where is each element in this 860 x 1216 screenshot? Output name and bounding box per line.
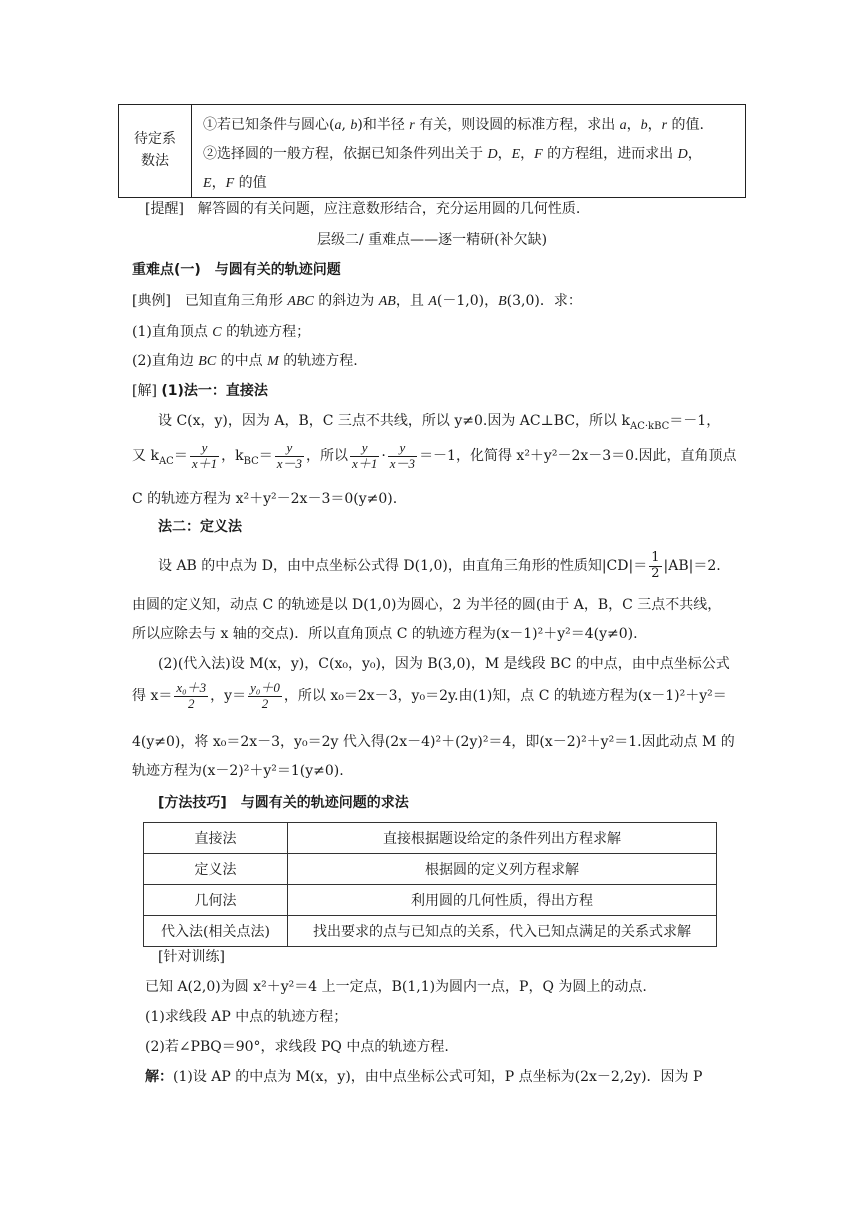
fraction-y0-plus-0-over-2: $\frac{\text{y₀＋0}}{2}$ bbox=[250, 679, 280, 711]
section-title: 重难点(一) 与圆有关的轨迹问题 bbox=[132, 262, 341, 278]
methods-table bbox=[143, 822, 717, 947]
method-name-cell: 定义法 bbox=[144, 854, 288, 885]
question-1: (1)直角顶点 C 的轨迹方程； bbox=[132, 324, 311, 340]
method-tips-title: [方法技巧] 与圆有关的轨迹问题的求法 bbox=[158, 795, 409, 811]
answer-tag: 解： bbox=[145, 1069, 173, 1085]
method-1-title: (1)法一：直接法 bbox=[161, 383, 268, 399]
level-heading: 层级二/ 重难点——逐一精研(补欠缺) bbox=[316, 232, 548, 248]
method-desc-cell: 找出要求的点与已知点的关系，代入已知点满足的关系式求解 bbox=[288, 916, 717, 947]
table-row-2: ②选择圆的一般方程，依据已知条件列出关于 D，E，F 的方程组，进而求出 D， bbox=[203, 146, 702, 162]
training-line-2: (1)求线段 AP 中点的轨迹方程； bbox=[145, 1009, 348, 1025]
fraction-product-2: $\frac{y}{x-3}$ bbox=[389, 439, 416, 471]
part-2-line-2: 得 x＝ $\frac{\text{x₀＋3}}{2}$ ，y＝ $\frac{\text{y₀＋0}}{2}$ ，所以 x₀＝2x－3，y₀＝2y.由(1)知，点 C 的轨迹方程为(x－1)²＋y²＝ bbox=[132, 679, 727, 711]
method-2-title: 法二：定义法 bbox=[158, 519, 242, 535]
part-2-line-1: (2)(代入法)设 M(x，y)，C(x₀，y₀)，因为 B(3,0)，M 是线段 BC 的中点，由中点坐标公式 bbox=[158, 656, 730, 672]
method-desc-cell: 利用圆的几何性质，得出方程 bbox=[288, 885, 717, 916]
method-desc-cell: 直接根据题设给定的条件列出方程求解 bbox=[288, 823, 717, 854]
part-2-line-3: 4(y≠0)，将 x₀＝2x－3，y₀＝2y 代入得(2x－4)²＋(2y)²＝4，即(x－2)²＋y²＝1.因此动点 M 的 bbox=[132, 734, 735, 750]
table-row bbox=[144, 823, 717, 854]
fraction-y-over-x-minus-3: $\frac{y}{x-3}$ bbox=[276, 439, 303, 471]
method-1-line-2: 又 $k_{AC}=$ $\frac{y}{x+1}$ ，$k_{BC}=$ $\frac{y}{x-3}$ ，所以 $\frac{y}{x+1}$ · $\frac{y}{x-3}$ ＝－1，化简得 x²＋y²－2x－3＝0.因此，直角顶点 bbox=[132, 439, 737, 471]
solution-header bbox=[132, 380, 732, 402]
fraction-one-half: $\frac{1}{2}$ bbox=[651, 549, 660, 581]
table-row bbox=[144, 885, 717, 916]
fraction-x0-plus-3-over-2: $\frac{\text{x₀＋3}}{2}$ bbox=[176, 679, 207, 711]
method-1-line-1: 设 C(x，y)，因为 A，B，C 三点不共线，所以 y≠0.因为 AC⊥BC，所以 $k_{AC\cdot kBC}=-1$， bbox=[158, 413, 721, 432]
method-name-cell: 代入法(相关点法) bbox=[144, 916, 288, 947]
method-name-cell: 直接法 bbox=[144, 823, 288, 854]
fraction-y-over-x-plus-1: $\frac{y}{x+1}$ bbox=[191, 439, 218, 471]
training-tag: [针对训练] bbox=[158, 949, 225, 965]
training-line-3: (2)若∠PBQ＝90°，求线段 PQ 中点的轨迹方程. bbox=[145, 1039, 449, 1055]
solution-tag: [解] bbox=[132, 383, 157, 399]
method-2-line-1: 设 AB 的中点为 D，由中点坐标公式得 D(1,0)，由直角三角形的性质知|CD|＝ $\frac{1}{2}$ |AB|＝2. bbox=[158, 549, 721, 581]
training-line-1: 已知 A(2,0)为圆 x²＋y²＝4 上一定点，B(1,1)为圆内一点，P，Q 为圆上的动点. bbox=[145, 979, 647, 995]
method-2-line-2: 由圆的定义知，动点 C 的轨迹是以 D(1,0)为圆心，2 为半径的圆(由于 A，B，C 三点不共线， bbox=[132, 597, 722, 613]
question-2: (2)直角边 BC 的中点 M 的轨迹方程. bbox=[132, 353, 358, 369]
table-content-cell bbox=[203, 111, 739, 198]
undetermined-coefficient-table bbox=[118, 104, 746, 198]
table-row bbox=[144, 916, 717, 947]
table-label-cell bbox=[119, 105, 192, 197]
method-desc-cell: 根据圆的定义列方程求解 bbox=[288, 854, 717, 885]
example-line: [典例] 已知直角三角形 ABC 的斜边为 AB，且 A(－1,0)，B(3,0)．求： bbox=[132, 293, 582, 309]
example-tag: [典例] bbox=[132, 293, 171, 309]
table-row bbox=[144, 854, 717, 885]
method-name-cell: 几何法 bbox=[144, 885, 288, 916]
fraction-product-1: $\frac{y}{x+1}$ bbox=[352, 439, 378, 471]
table-row-3: E，F 的值 bbox=[203, 175, 267, 191]
tip-text: [提醒] 解答圆的有关问题，应注意数形结合，充分运用圆的几何性质. bbox=[145, 201, 581, 217]
table-label-line1: 待定系 bbox=[134, 131, 176, 147]
method-2-line-3: 所以应除去与 x 轴的交点)．所以直角顶点 C 的轨迹方程为(x－1)²＋y²＝4(y≠0). bbox=[132, 626, 638, 642]
table-row-1: ①若已知条件与圆心(a, b)和半径 r 有关，则设圆的标准方程，求出 a，b，r 的值. bbox=[203, 117, 705, 133]
training-answer-line: 解：(1)设 AP 的中点为 M(x，y)，由中点坐标公式可知，P 点坐标为(2x－2,2y)．因为 P bbox=[145, 1069, 703, 1085]
method-1-line-3: C 的轨迹方程为 x²＋y²－2x－3＝0(y≠0). bbox=[132, 491, 398, 507]
part-2-line-4: 轨迹方程为(x－2)²＋y²＝1(y≠0). bbox=[132, 763, 344, 779]
table-label-line2: 数法 bbox=[141, 153, 169, 169]
